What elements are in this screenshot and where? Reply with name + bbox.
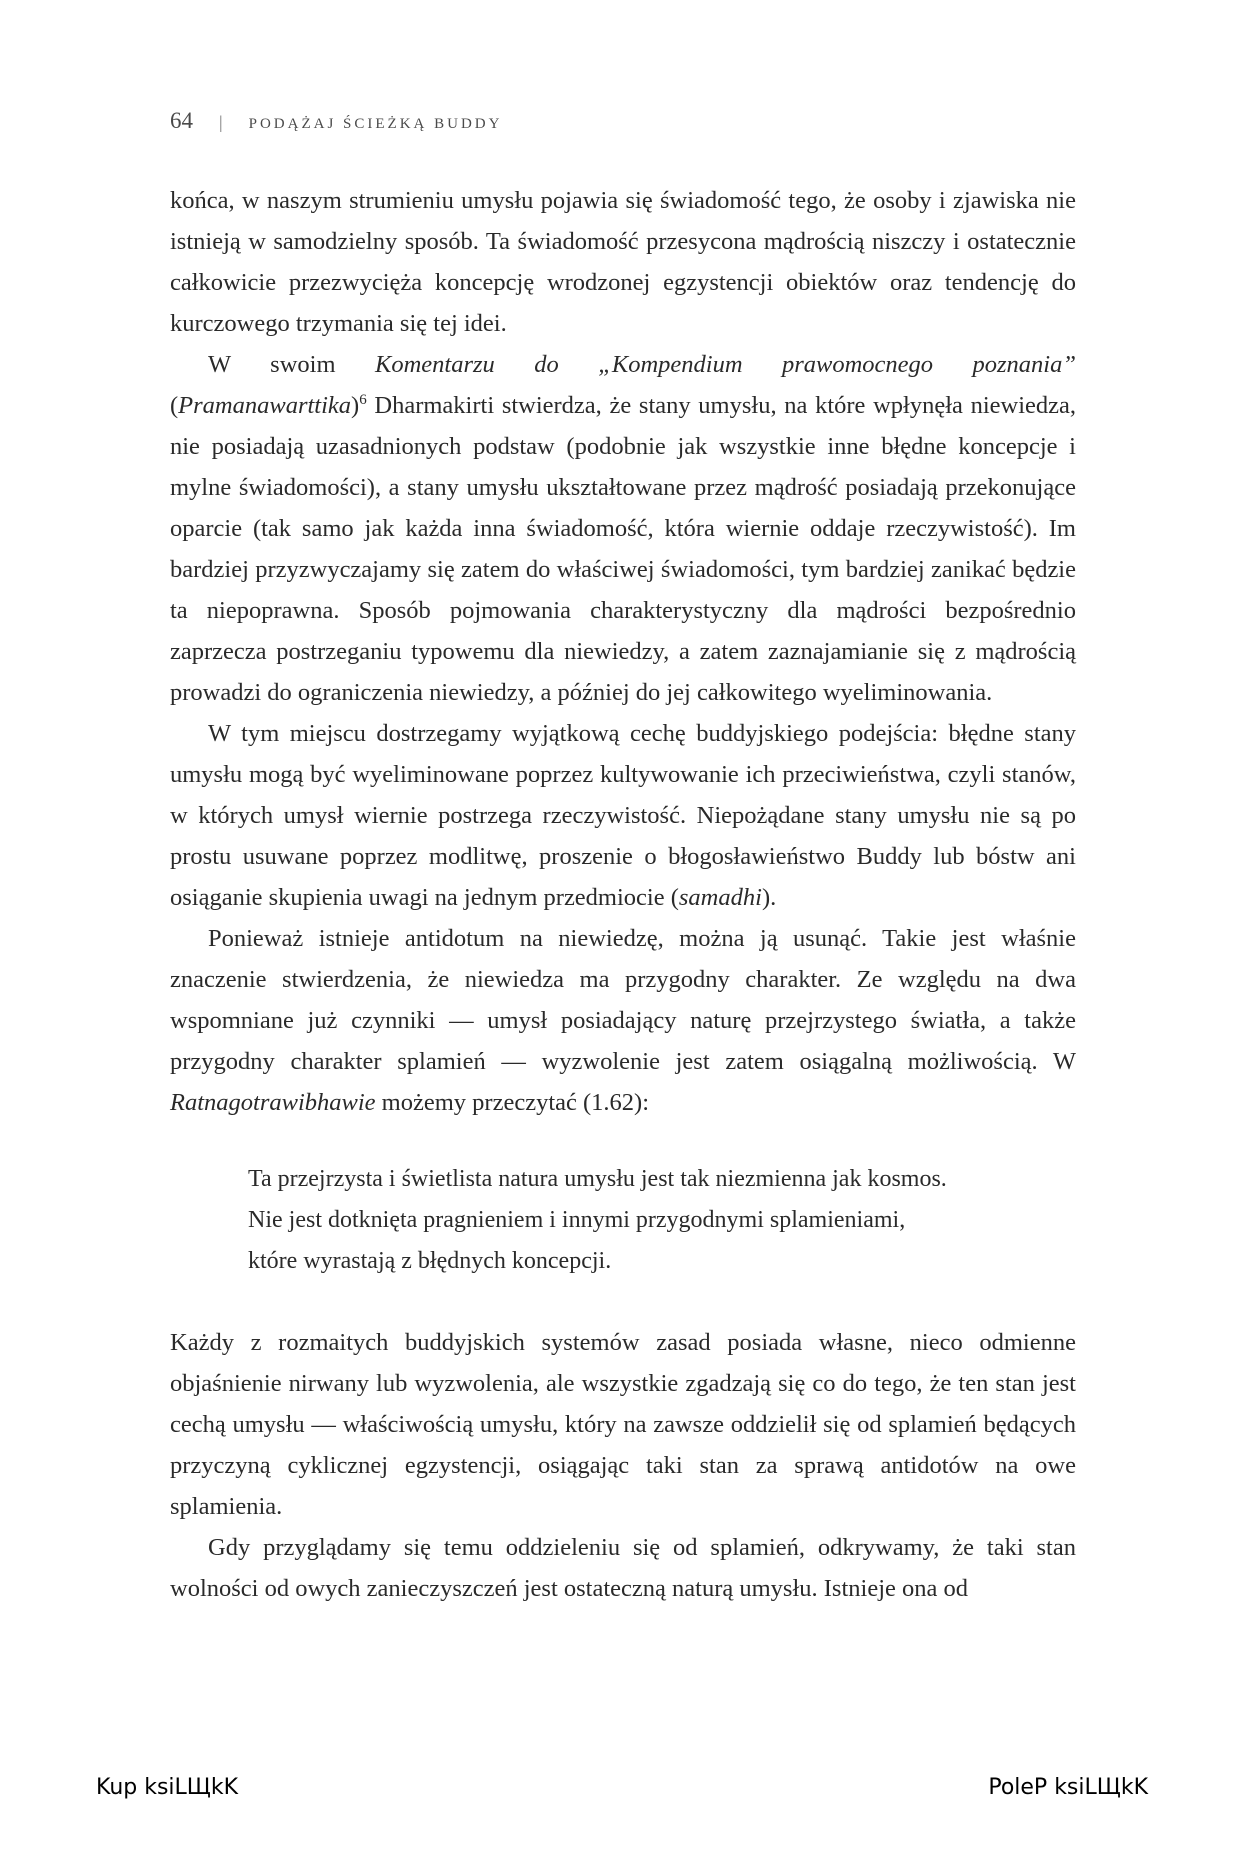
verse-line: Ta przejrzysta i świetlista natura umysłu jest tak niezmienna jak kosmos.: [248, 1166, 947, 1192]
header-separator: |: [219, 112, 223, 132]
running-header: [170, 108, 502, 134]
footnote-marker: 6: [359, 391, 367, 408]
paragraph-5: Każdy z rozmaitych buddyjskich systemów zasad posiada własne, nieco odmienne objaśnienie nirwany lub wyzwolenia, ale wszystkie zgadzają się co do tego, że ten stan jest cechą umysłu — właściwością umysłu, który na zawsze oddzielił się od splamień będących przyczyną cyklicznej egzystencji, osiągając taki stan za sprawą antidotów na owe splamienia.: [170, 1329, 1076, 1520]
body-text: [170, 180, 1076, 1609]
paragraph-3: [170, 713, 1076, 918]
paragraph-4-text-b: możemy przeczytać (1.62):: [375, 1089, 649, 1116]
paragraph-4-text-a: Ponieważ istnieje antidotum na niewiedzę, można ją usunąć. Takie jest właśnie znaczenie stwierdzenia, że niewiedza ma przygodny charakter. Ze względu na dwa wspomniane już czynniki — umysł posiadający naturę przejrzystego światła, a także przygodny charakter splamień — wyzwolenie jest zatem osiągalną możliwością. W: [170, 925, 1076, 1075]
term-samadhi: samadhi: [678, 884, 762, 911]
paragraph-2-text-b: (: [170, 392, 179, 419]
paragraph-4: [170, 918, 1076, 1123]
paragraph-2-text-c: ): [351, 392, 360, 419]
recommend-book-link[interactable]: PoleP ksiLЩkK: [988, 1775, 1148, 1800]
paragraph-3-text-b: ).: [761, 884, 777, 911]
paragraph-6: Gdy przyglądamy się temu oddzieleniu się od splamień, odkrywamy, że taki stan wolności od owych zanieczyszczeń jest ostateczną naturą umysłu. Istnieje ona od: [170, 1534, 1076, 1602]
paragraph-2: [170, 344, 1076, 713]
book-title-ratnagotrawibhawa: Ratnagotrawibhawie: [170, 1089, 376, 1116]
page-number: 64: [170, 108, 193, 133]
term-pramanawarttika: Pramanawarttika: [178, 392, 352, 419]
paragraph-1: końca, w naszym strumieniu umysłu pojawia się świadomość tego, że osoby i zjawiska nie istnieją w samodzielny sposób. Ta świadomość przesycona mądrością niszczy i ostatecznie całkowicie przezwycięża koncepcję wrodzonej egzystencji obiektów oraz tendencję do kurczowego trzymania się tej idei.: [170, 187, 1076, 337]
paragraph-2-text-d: Dharmakirti stwierdza, że stany umysłu, na które wpłynęła niewiedza, nie posiadają uzasadnionych podstaw (podobnie jak wszystkie inne błędne koncepcje i mylne świadomości), a stany umysłu ukształtowane przez mądrość posiadają przekonujące oparcie (tak samo jak każda inna świadomość, która wiernie oddaje rzeczywistość). Im bardziej przyzwyczajamy się zatem do właściwej świadomości, tym bardziej zanikać będzie ta niepoprawna. Sposób pojmowania charakterystyczny dla mądrości bezpośrednio zaprzecza postrzeganiu typowemu dla niewiedzy, a zatem zaznajamianie się z mądrością prowadzi do ograniczenia niewiedzy, a później do jej całkowitego wyeliminowania.: [170, 392, 1076, 706]
book-title-komentarz: Komentarzu do „Kompendium prawomocnego poznania”: [374, 351, 1076, 378]
verse-line: Nie jest dotknięta pragnieniem i innymi przygodnymi splamieniami,: [248, 1207, 906, 1233]
verse-quote: [248, 1159, 1076, 1282]
buy-book-link[interactable]: Kup ksiLЩkK: [96, 1775, 239, 1800]
paragraph-3-text-a: W tym miejscu dostrzegamy wyjątkową cechę buddyjskiego podejścia: błędne stany umysłu mogą być wyeliminowane poprzez kultywowanie ich przeciwieństwa, czyli stanów, w których umysł wiernie postrzega rzeczywistość. Niepożądane stany umysłu nie są po prostu usuwane poprzez modlitwę, proszenie o błogosławieństwo Buddy lub bóstw ani osiąganie skupienia uwagi na jednym przedmiocie (: [170, 720, 1076, 911]
paragraph-2-text-a: W swoim: [208, 351, 375, 378]
running-title: PODĄŻAJ ŚCIEŻKĄ BUDDY: [248, 116, 503, 132]
verse-line: które wyrastają z błędnych koncepcji.: [248, 1248, 612, 1274]
